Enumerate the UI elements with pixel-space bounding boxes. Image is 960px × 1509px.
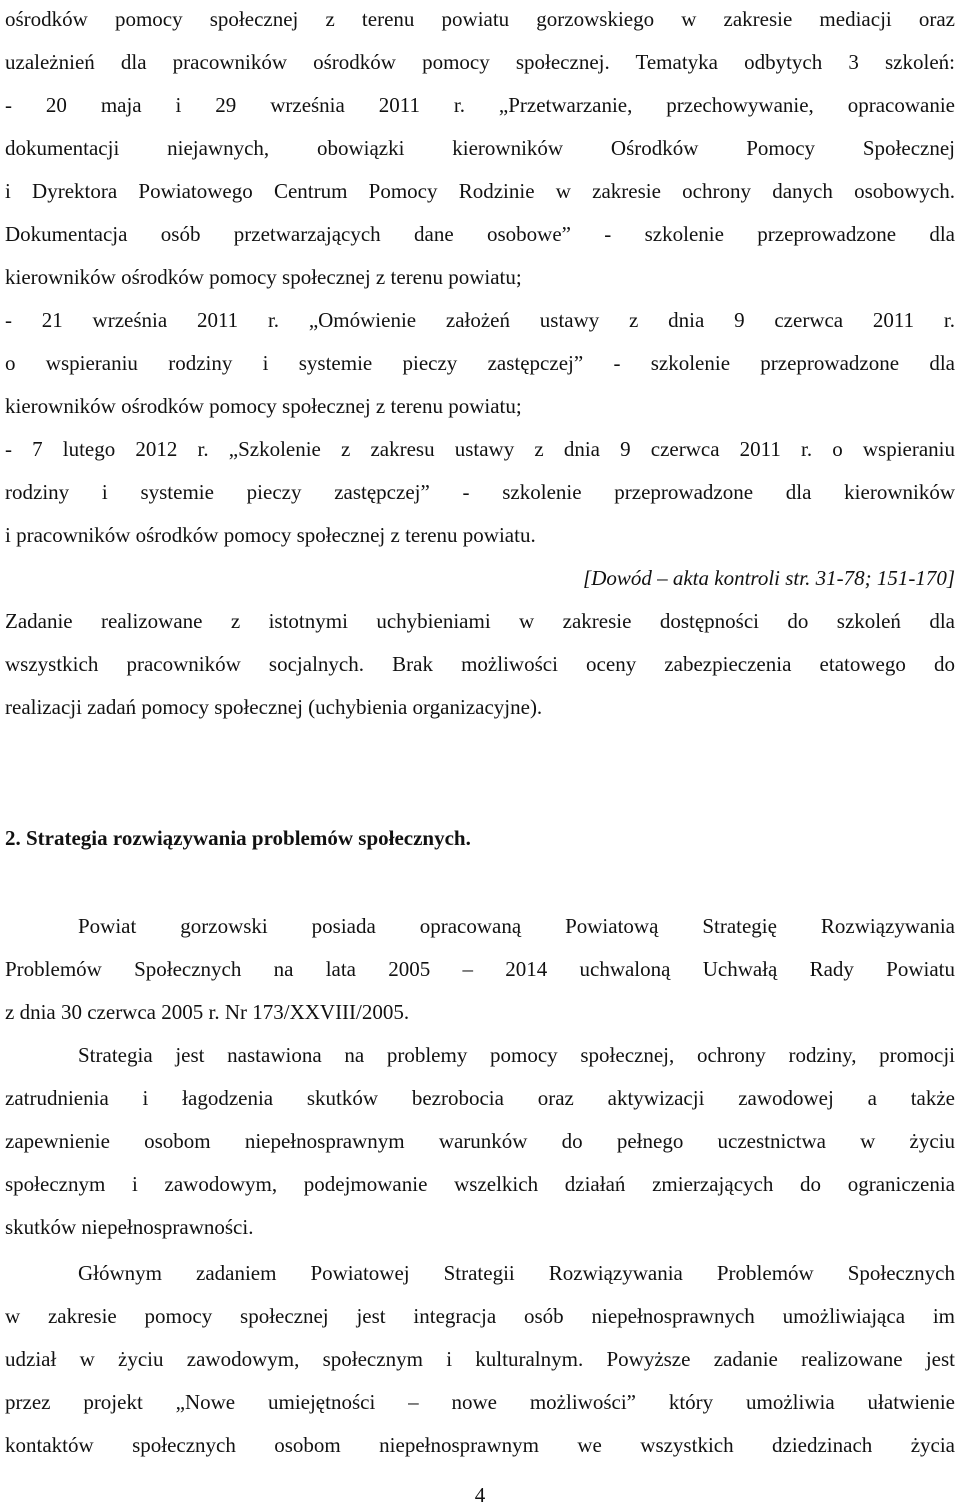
body-text-line: dokumentacji niejawnych, obowiązki kierowników Ośrodków Pomocy Społecznej bbox=[5, 136, 955, 160]
body-text-line: i Dyrektora Powiatowego Centrum Pomocy Rodzinie w zakresie ochrony danych osobowych. bbox=[5, 179, 955, 203]
paragraph-line: Problemów Społecznych na lata 2005 – 2014 uchwaloną Uchwałą Rady Powiatu bbox=[5, 957, 955, 981]
body-text-line: kierowników ośrodków pomocy społecznej z terenu powiatu; bbox=[5, 394, 522, 418]
body-text-line: uzależnień dla pracowników ośrodków pomocy społecznej. Tematyka odbytych 3 szkoleń: bbox=[5, 50, 955, 74]
paragraph-line: Powiat gorzowski posiada opracowaną Powiatową Strategię Rozwiązywania bbox=[78, 914, 955, 938]
body-text-line: - 7 lutego 2012 r. „Szkolenie z zakresu ustawy z dnia 9 czerwca 2011 r. o wspieraniu bbox=[5, 437, 955, 461]
body-text-line: kierowników ośrodków pomocy społecznej z terenu powiatu; bbox=[5, 265, 522, 289]
conclusion-line: Zadanie realizowane z istotnymi uchybieniami w zakresie dostępności do szkoleń dla bbox=[5, 609, 955, 633]
paragraph-line: zapewnienie osobom niepełnosprawnym warunków do pełnego uczestnictwa w życiu bbox=[5, 1129, 955, 1153]
paragraph-line: udział w życiu zawodowym, społecznym i kulturalnym. Powyższe zadanie realizowane jest bbox=[5, 1347, 955, 1371]
body-text-line: - 20 maja i 29 września 2011 r. „Przetwarzanie, przechowywanie, opracowanie bbox=[5, 93, 955, 117]
body-text-line: i pracowników ośrodków pomocy społecznej z terenu powiatu. bbox=[5, 523, 536, 547]
section-heading: 2. Strategia rozwiązywania problemów społecznych. bbox=[5, 826, 471, 850]
paragraph-line: Strategia jest nastawiona na problemy pomocy społecznej, ochrony rodziny, promocji bbox=[78, 1043, 955, 1067]
conclusion-line: wszystkich pracowników socjalnych. Brak możliwości oceny zabezpieczenia etatowego do bbox=[5, 652, 955, 676]
body-text-line: - 21 września 2011 r. „Omówienie założeń ustawy z dnia 9 czerwca 2011 r. bbox=[5, 308, 955, 332]
body-text-line: rodziny i systemie pieczy zastępczej” - szkolenie przeprowadzone dla kierowników bbox=[5, 480, 955, 504]
page-number: 4 bbox=[474, 1483, 486, 1507]
paragraph-line: zatrudnienia i łagodzenia skutków bezrobocia oraz aktywizacji zawodowej a także bbox=[5, 1086, 955, 1110]
paragraph-line: społecznym i zawodowym, podejmowanie wszelkich działań zmierzających do ograniczenia bbox=[5, 1172, 955, 1196]
evidence-reference: [Dowód – akta kontroli str. 31-78; 151-170] bbox=[583, 566, 955, 590]
conclusion-line: realizacji zadań pomocy społecznej (uchybienia organizacyjne). bbox=[5, 695, 543, 719]
body-text-line: Dokumentacja osób przetwarzających dane osobowe” - szkolenie przeprowadzone dla bbox=[5, 222, 955, 246]
paragraph-line: kontaktów społecznych osobom niepełnosprawnym we wszystkich dziedzinach życia bbox=[5, 1433, 955, 1457]
paragraph-line: przez projekt „Nowe umiejętności – nowe możliwości” który umożliwia ułatwienie bbox=[5, 1390, 955, 1414]
paragraph-line: w zakresie pomocy społecznej jest integracja osób niepełnosprawnych umożliwiająca im bbox=[5, 1304, 955, 1328]
body-text-line: ośrodków pomocy społecznej z terenu powiatu gorzowskiego w zakresie mediacji oraz bbox=[5, 7, 955, 31]
paragraph-line: Głównym zadaniem Powiatowej Strategii Rozwiązywania Problemów Społecznych bbox=[78, 1261, 955, 1285]
paragraph-line: z dnia 30 czerwca 2005 r. Nr 173/XXVIII/2005. bbox=[5, 1000, 410, 1024]
paragraph-line: skutków niepełnosprawności. bbox=[5, 1215, 254, 1239]
body-text-line: o wspieraniu rodziny i systemie pieczy zastępczej” - szkolenie przeprowadzone dla bbox=[5, 351, 955, 375]
